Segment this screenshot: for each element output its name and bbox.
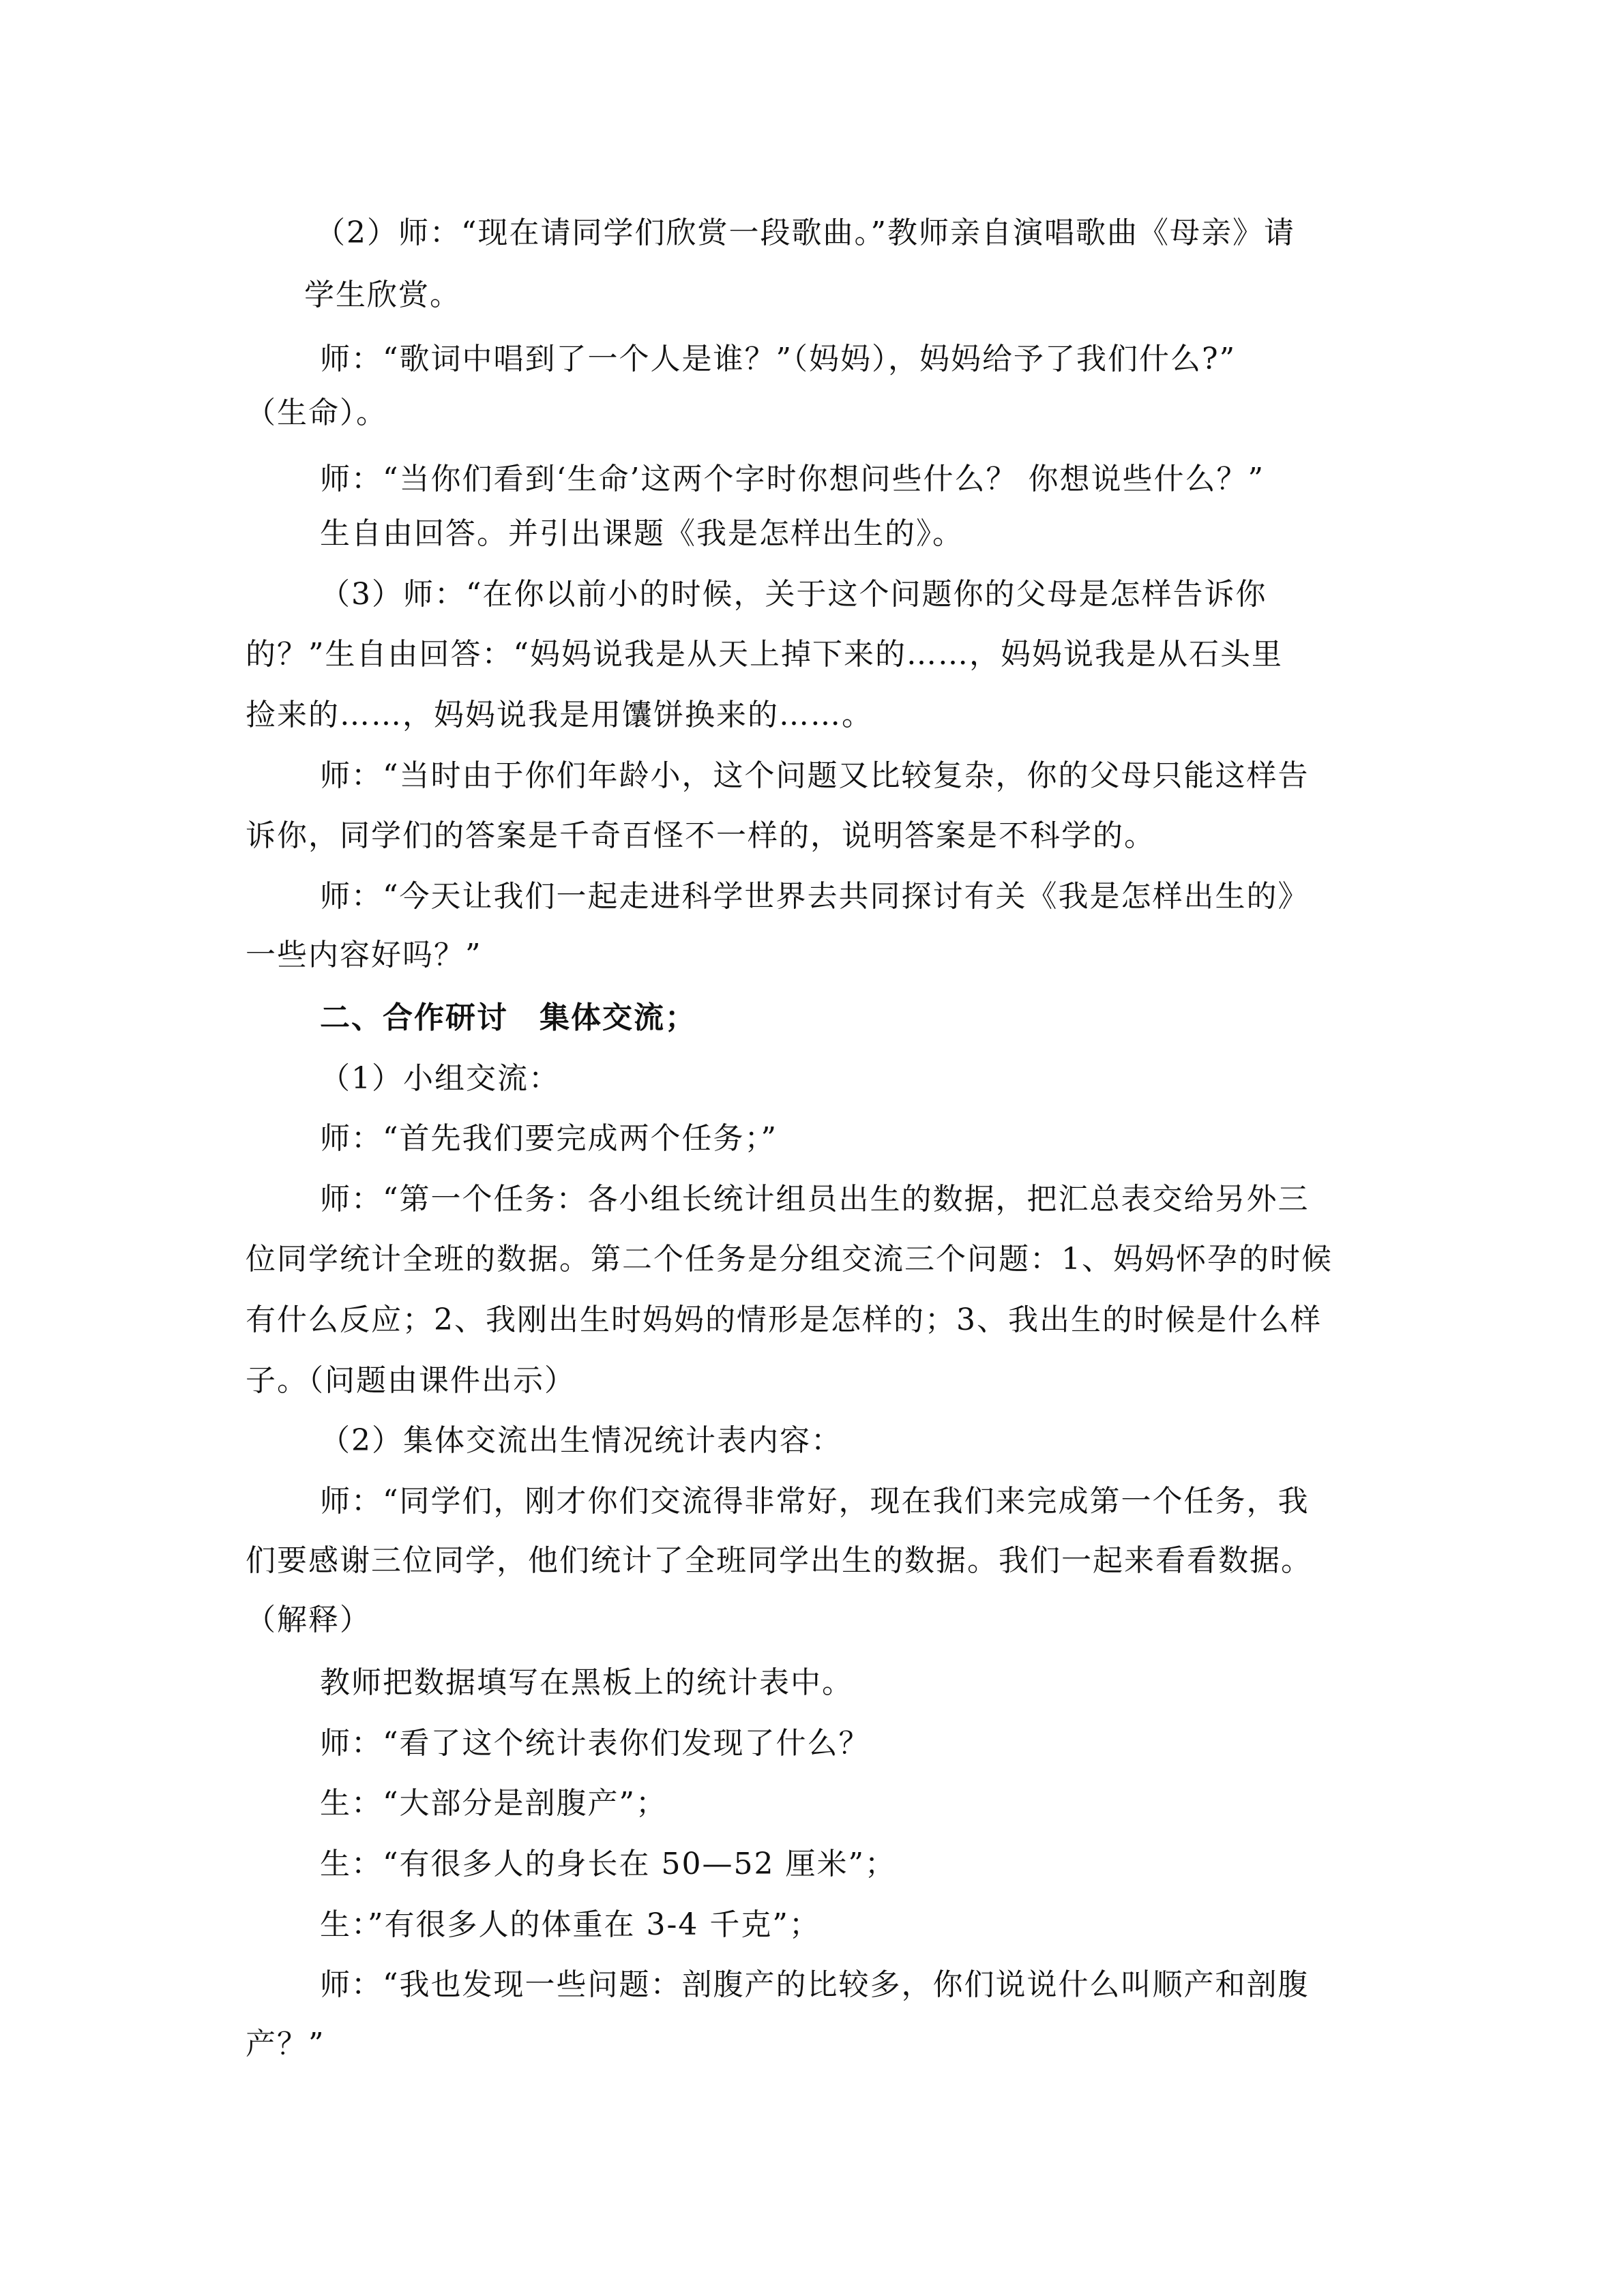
text-line: 诉你，同学们的答案是千奇百怪不一样的，说明答案是不科学的。 bbox=[246, 818, 1155, 853]
text-line: （1）小组交流： bbox=[320, 1061, 560, 1096]
text-line: 生自由回答。并引出课题《我是怎样出生的》。 bbox=[320, 516, 964, 551]
text-line: 位同学统计全班的数据。第二个任务是分组交流三个问题：1、妈妈怀孕的时候 bbox=[246, 1242, 1333, 1277]
text-line: 师：“今天让我们一起走进科学世界去共同探讨有关《我是怎样出生的》 bbox=[320, 879, 1310, 914]
text-line: 子。（问题由课件出示） bbox=[246, 1363, 576, 1398]
text-line: 生：”有很多人的体重在 3-4 千克”； bbox=[320, 1907, 821, 1942]
text-line: 师：“歌词中唱到了一个人是谁？”（妈妈），妈妈给予了我们什么?” bbox=[320, 342, 1237, 376]
text-line: 师：“当你们看到‘生命’这两个字时你想问些什么？ 你想说些什么？” bbox=[320, 462, 1265, 496]
text-line: 师：“同学们，刚才你们交流得非常好，现在我们来完成第一个任务，我 bbox=[320, 1484, 1310, 1519]
text-line: 师：“当时由于你们年龄小，这个问题又比较复杂，你的父母只能这样告 bbox=[320, 758, 1310, 793]
text-line: 学生欣赏。 bbox=[304, 278, 461, 312]
section-heading: 二、合作研讨 集体交流； bbox=[320, 1000, 696, 1035]
text-line: 一些内容好吗？” bbox=[246, 938, 482, 972]
text-line: （3）师：“在你以前小的时候，关于这个问题你的父母是怎样告诉你 bbox=[320, 577, 1267, 612]
text-line: （2）集体交流出生情况统计表内容： bbox=[320, 1423, 842, 1458]
text-line: 的？”生自由回答：“妈妈说我是从天上掉下来的……，妈妈说我是从石头里 bbox=[246, 637, 1283, 672]
text-line: （生命）。 bbox=[246, 396, 387, 430]
text-line: 生：“有很多人的身长在 50—52 厘米”； bbox=[320, 1847, 896, 1881]
text-line: 捡来的……，妈妈说我是用馕饼换来的……。 bbox=[246, 698, 873, 732]
text-line: 教师把数据填写在黑板上的统计表中。 bbox=[320, 1665, 853, 1700]
text-line: 有什么反应；2、我刚出生时妈妈的情形是怎样的；3、我出生的时候是什么样 bbox=[246, 1302, 1322, 1337]
text-line: （解释） bbox=[246, 1602, 371, 1637]
text-line: （2）师：“现在请同学们欣赏一段歌曲。”教师亲自演唱歌曲《母亲》请 bbox=[315, 215, 1295, 250]
text-line: 师：“我也发现一些问题：剖腹产的比较多，你们说说什么叫顺产和剖腹 bbox=[320, 1967, 1310, 2002]
text-line: 师：“第一个任务：各小组长统计组员出生的数据，把汇总表交给另外三 bbox=[320, 1182, 1310, 1217]
text-line: 师：“首先我们要完成两个任务；” bbox=[320, 1121, 778, 1156]
text-line: 产？” bbox=[246, 2027, 325, 2061]
text-line: 生：“大部分是剖腹产”； bbox=[320, 1786, 667, 1821]
text-line: 们要感谢三位同学，他们统计了全班同学出生的数据。我们一起来看看数据。 bbox=[246, 1543, 1312, 1578]
text-line: 师：“看了这个统计表你们发现了什么？ bbox=[320, 1726, 870, 1761]
